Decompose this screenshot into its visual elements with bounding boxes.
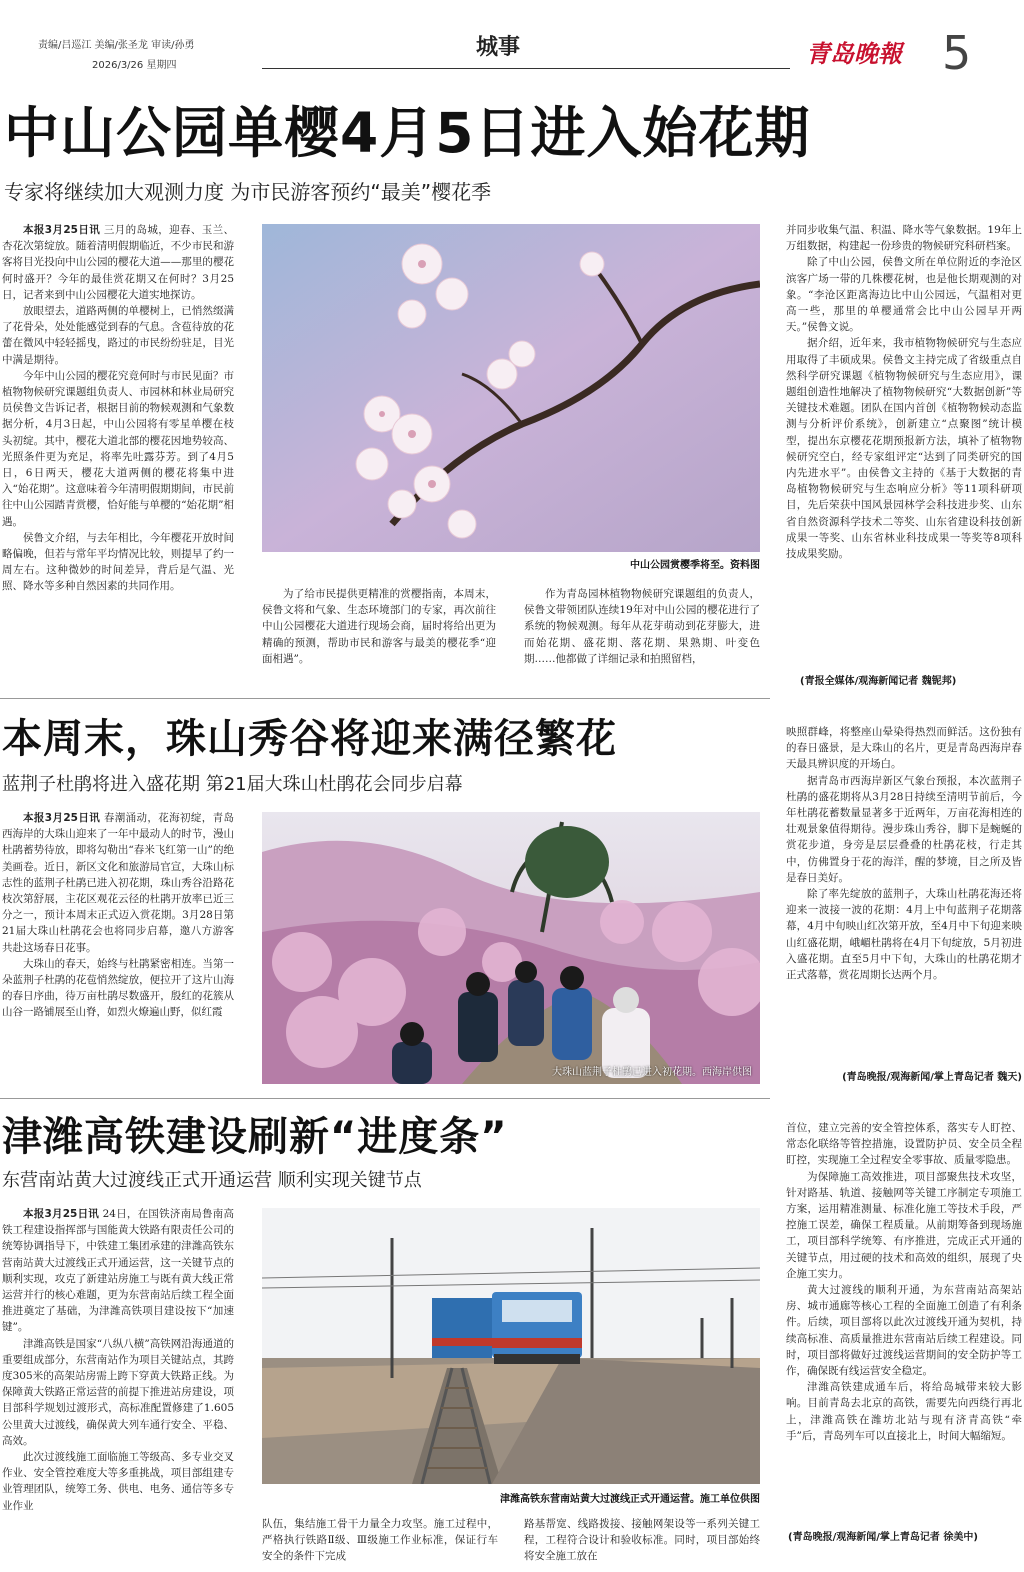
issue-date: 2026/3/26 星期四 (92, 60, 177, 71)
railway-train-photo (262, 1208, 760, 1484)
article3-column-3: 路基帮宽、线路拨接、接触网架设等一系列关键工程，工程符合设计和验收标准。同时，项目部始终将安全施工放在 (524, 1518, 760, 1563)
editors-line: 责编/吕巡江 美编/张圣龙 审读/孙勇 (38, 40, 195, 51)
article3-lead-tag: 本报3月25日讯 (23, 1208, 100, 1220)
article1-column-1: 本报3月25日讯 三月的岛城，迎春、玉兰、杏花次第绽放。随着清明假期临近，不少市民和游客将目光投向中山公园的樱花大道——那里的樱花何时盛开？今年的最佳赏花期又在何时？3月25日，记者来到中山公园樱花大道实地探访。 放眼望去，道路两侧的单樱树上，已悄然缀满了花骨朵，处处能感觉到春的气息。含苞待放的花蕾在微风中轻轻摇曳，路过的市民纷纷驻足，目光中满是期待。 今年中山公园的樱花究竟何时与市民见面？市植物物候研究课题组负责人、市园林和林业局研究员侯鲁文告诉记者，根据目前的物候观测和气象数据分析，4月3日起，中山公园将有零星单樱在枝头初绽。其中，樱花大道北部的樱花因地势较高、光照条件更为充足，将率先吐露芬芳。到了4月5日，6日两天，樱花大道两侧的樱花将集中进入“始花期”。这意味着今年清明假期期间，市民前往中山公园踏青赏樱，恰好能与单樱的“始花期”相遇。 侯鲁文介绍，与去年相比，今年樱花开放时间略偏晚，但若与常年平均情况比较，则提早了约一周左右。这种微妙的时间差异，背后是气温、光照、降水等多种自然因素的共同作用。 (2, 224, 234, 593)
cherry-blossom-photo (262, 224, 760, 552)
article1-column-2: 为了给市民提供更精准的赏樱指南，本周末，侯鲁文将和气象、生态环境部门的专家，再次前往中山公园樱花大道进行现场会商，届时将给出更为精确的预测，帮助市民和游客与最美的樱花季“迎面相遇”。 (262, 588, 496, 665)
article1-photo-caption: 中山公园赏樱季将至。资料图 (630, 560, 760, 571)
article3-photo-caption: 津潍高铁东营南站黄大过渡线正式开通运营。施工单位供图 (500, 1494, 760, 1505)
page-number: 5 (942, 26, 972, 80)
article3-column-4: 首位，建立完善的安全管控体系，落实专人盯控、常态化联络等管控措施，设置防护员、安全员全程盯控，实现施工全过程安全零事故、质量零隐患。 为保障施工高效推进，项目部聚焦技术攻坚，针对路基、轨道、接触网等关键工序制定专项施工方案，运用精准测量、标准化施工等技术手段，严控施工误差，确保工程质量。从前期筹备到现场施工，项目部科学统筹、有序推进，完成正式开通的关键节点，用过硬的技术和高效的组织，展现了央企施工实力。 黄大过渡线的顺利开通，为东营南站高架站房、城市通廊等核心工程的全面施工创造了有利条件。后续，项目部将以此次过渡线开通为契机，持续高标准、高质量推进东营南站后续工程建设。同时，项目部将做好过渡线运营期间的安全防护等工作，确保既有线运营安全稳定。 津潍高铁建成通车后，将给岛城带来较大影响。目前青岛去北京的高铁，需要先向西绕行再北上，津潍高铁在潍坊北站与现有济青高铁“牵手”后，青岛列车可以直接北上，时间大幅缩短。 (786, 1122, 1022, 1442)
article2-column-1: 本报3月25日讯 春潮涌动，花海初绽，青岛西海岸的大珠山迎来了一年中最动人的时节，漫山杜鹃蓄势待放，即将勾勒出“春米飞红第一山”的绝美画卷。近日，新区文化和旅游局官宣，大珠山标志性的蓝荆子杜鹃已进入初花期，珠山秀谷沿路花枝次第舒展，主花区观花云径的杜鹃开放率已近三分之一，预计本周末正式迈入赏花期。3月28日第21届大珠山杜鹃花会也将同步启幕，邀八方游客共赴这场春日花事。 大珠山的春天，始终与杜鹃紧密相连。当第一朵蓝荆子杜鹃的花苞悄然绽放，便拉开了这片山海的春日序曲，待万亩杜鹃尽数盛开，殷红的花簇从山谷一路铺展至山脊，如烈火燎遍山野，似红霞 (2, 812, 234, 1019)
azalea-hike-illustration (262, 812, 760, 1084)
article1-subheadline: 专家将继续加大观测力度 为市民游客预约“最美”樱花季 (4, 180, 492, 204)
article3-headline: 津潍高铁建设刷新“进度条” (2, 1114, 508, 1160)
article1-byline: (青报全媒体/观海新闻记者 魏铌邦) (800, 676, 957, 687)
article3-column-1: 本报3月25日讯 24日，在国铁济南局鲁南高铁工程建设指挥部与国能黄大铁路有限责任公司的统筹协调指导下，中铁建工集团承建的津潍高铁东营南站黄大过渡线正式开通运营，这一关键节点的顺利实现，攻克了新建站房施工与既有黄大线正常运营并行的核心难题，更为东营南站后续工程全面推进奠定了基础，为津潍高铁项目建设按下“加速键”。 津潍高铁是国家“八纵八横”高铁网沿海通道的重要组成部分，东营南站作为项目关键站点，其跨度305米的高架站房需上跨下穿黄大铁路正线。为保障黄大铁路正常运营的前提下推进站房建设，项目部科学规划过渡形式，高标准配置修建了1.605公里黄大过渡线，确保黄大列车通行安全、平稳、高效。 此次过渡线施工面临施工等级高、多专业交叉作业、安全管控难度大等多重挑战，项目部组建专业管理团队，统筹工务、供电、电务、通信等多专业作业 (2, 1208, 234, 1512)
article2-headline: 本周末，珠山秀谷将迎来满径繁花 (2, 716, 617, 762)
azalea-hike-photo (262, 812, 760, 1084)
article3-column-2: 队伍，集结施工骨干力量全力攻坚。施工过程中，严格执行铁路Ⅱ级、Ⅲ级施工作业标准，保证行车安全的条件下完成 (262, 1518, 498, 1563)
article3-subheadline: 东营南站黄大过渡线正式开通运营 顺利实现关键节点 (2, 1170, 422, 1191)
article1-column-4: 并同步收集气温、积温、降水等气象数据。19年上万组数据，构建起一份珍贵的物候研究科研档案。 除了中山公园，侯鲁文所在单位附近的李沧区滨客广场一带的几株樱花树，也是他长期观测的对象。“李沧区距离海边比中山公园远，气温相对更高一些，那里的单樱通常会比中山公园早开两天。”侯鲁文说。 据介绍，近年来，我市植物物候研究与生态应用取得了丰硕成果。侯鲁文主持完成了省级重点自然科学研究课题《植物物候研究与生态应用》，课题组创造性地解决了植物物候研究“大数据创新”等关键技术难题。团队在国内首创《植物物候动态监测与分析评价系统》，创新建立“点聚图”统计模型，提出东京樱花花期预报新方法，填补了植物物候研究空白，经专家组评定“达到了同类研究的国内先进水平”。由侯鲁文主持的《基于大数据的青岛植物物候研究与生态响应分析》等11项科研项目，先后荣获中国风景园林学会科技进步奖、山东省自然资源科学技术二等奖、山东省建设科技创新成果一等奖、山东省林业科技成果一等奖等8项科技成果奖励。 (786, 224, 1022, 561)
divider-1 (0, 698, 770, 699)
cherry-blossom-illustration (262, 224, 760, 552)
masthead-rule (262, 68, 790, 69)
article2-byline: (青岛晚报/观海新闻/掌上青岛记者 魏天) (842, 1072, 1022, 1083)
railway-train-illustration (262, 1208, 760, 1484)
article3-byline: (青岛晚报/观海新闻/掌上青岛记者 徐美中) (788, 1532, 978, 1543)
article2-lead-tag: 本报3月25日讯 (23, 812, 101, 824)
paper-logo: 青岛晚報 (806, 39, 902, 68)
article1-column-3: 作为青岛园林植物物候研究课题组的负责人，侯鲁文带领团队连续19年对中山公园的樱花进行了系统的物候观测。每年从花芽萌动到花芽膨大，进而始花期、盛花期、落花期、果熟期、叶变色期……他都做了详细记录和拍照留档， (524, 588, 760, 665)
divider-2 (0, 1098, 770, 1099)
article2-column-4: 映照群峰，将整座山晕染得热烈而鲜活。这份独有的春日盛景，是大珠山的名片，更是青岛西海岸春天最具辨识度的开场白。 据青岛市西海岸新区气象台预报，本次蓝荆子杜鹃的盛花期将从3月28日持续至清明节前后，今年杜鹃花蓄数量显著多于近两年，万亩花海相连的壮观景象值得期待。漫步珠山秀谷，脚下是蜿蜒的赏花步道，身旁是层层叠叠的杜鹃花枝，行走其中，仿佛置身于花的海洋，醒的梦境，目之所及皆是春日美好。 除了率先绽放的蓝荆子，大珠山杜鹃花海还将迎来一波接一波的花期：4月上中旬蓝荆子花期落幕，4月中旬映山红次第开放，至4月中下旬迎来映山红盛花期，峨嵋杜鹃将在4月下旬绽放，5月初进入盛花期。直至5月中下旬，大珠山的杜鹃花期才正式落幕，赏花周期长达两个月。 (786, 726, 1022, 982)
article1-headline: 中山公园单樱4月5日进入始花期 (4, 101, 811, 165)
article2-subheadline: 蓝荆子杜鹃将进入盛花期 第21届大珠山杜鹃花会同步启幕 (2, 774, 463, 795)
article2-photo-caption: 大珠山蓝荆子杜鹃已进入初花期。西海岸供图 (552, 1067, 752, 1078)
article1-lead-tag: 本报3月25日讯 (23, 224, 101, 236)
section-label: 城事 (476, 35, 521, 60)
